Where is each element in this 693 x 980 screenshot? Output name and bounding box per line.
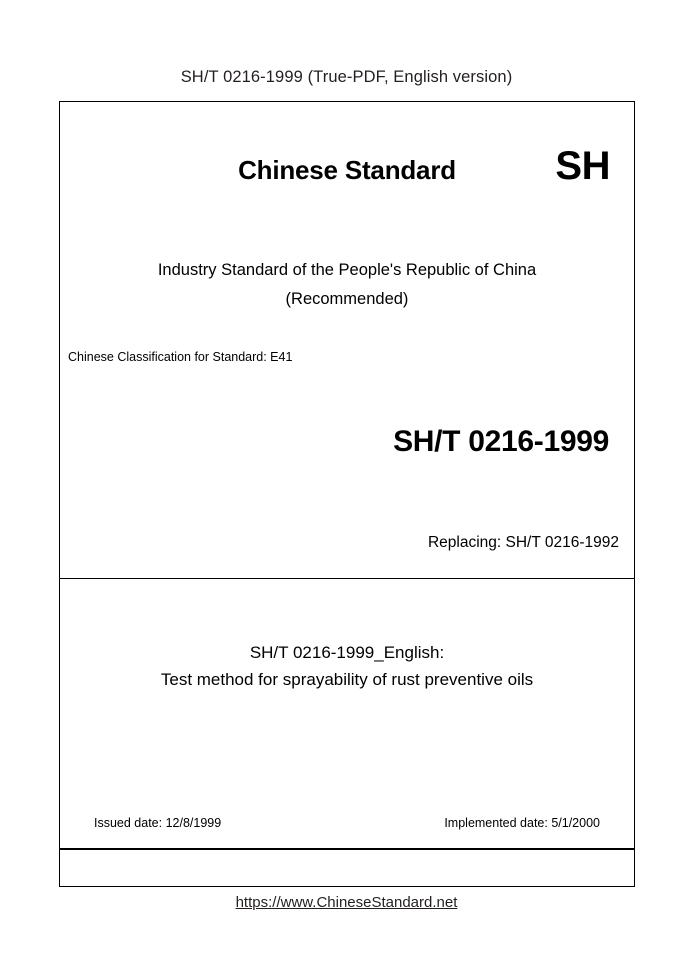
replacing-note: Replacing: SH/T 0216-1992 <box>427 534 619 551</box>
issued-date: Issued date: 12/8/1999 <box>94 816 222 830</box>
english-title-line-2: Test method for sprayability of rust preventive oils <box>160 670 534 689</box>
chinese-standard-heading: Chinese Standard <box>238 155 456 185</box>
cover-frame <box>59 101 635 887</box>
issuing-authority-band-inner <box>60 850 634 885</box>
issuing-authority-band <box>60 849 634 885</box>
standard-number: SH/T 0216-1999 <box>393 425 609 458</box>
cover-upper-section <box>60 102 634 579</box>
implemented-date: Implemented date: 5/1/2000 <box>444 816 600 830</box>
classification-code: Chinese Classification for Standard: E41 <box>68 350 293 364</box>
sh-logo-mark: SH <box>555 144 610 188</box>
source-website-link-text[interactable]: https://www.ChineseStandard.net <box>235 894 458 911</box>
industry-standard-line-1: Industry Standard of the People's Republic of China <box>157 261 537 279</box>
industry-standard-line <box>60 256 634 314</box>
english-title <box>60 639 634 693</box>
cover-lower-section <box>60 579 634 849</box>
english-title-line-1: SH/T 0216-1999_English: <box>249 643 445 662</box>
page-title: SH/T 0216-1999 (True-PDF, English version) <box>180 68 513 86</box>
date-row <box>60 816 634 830</box>
industry-standard-line-2: (Recommended) <box>285 290 409 308</box>
source-website-link[interactable] <box>0 894 693 911</box>
